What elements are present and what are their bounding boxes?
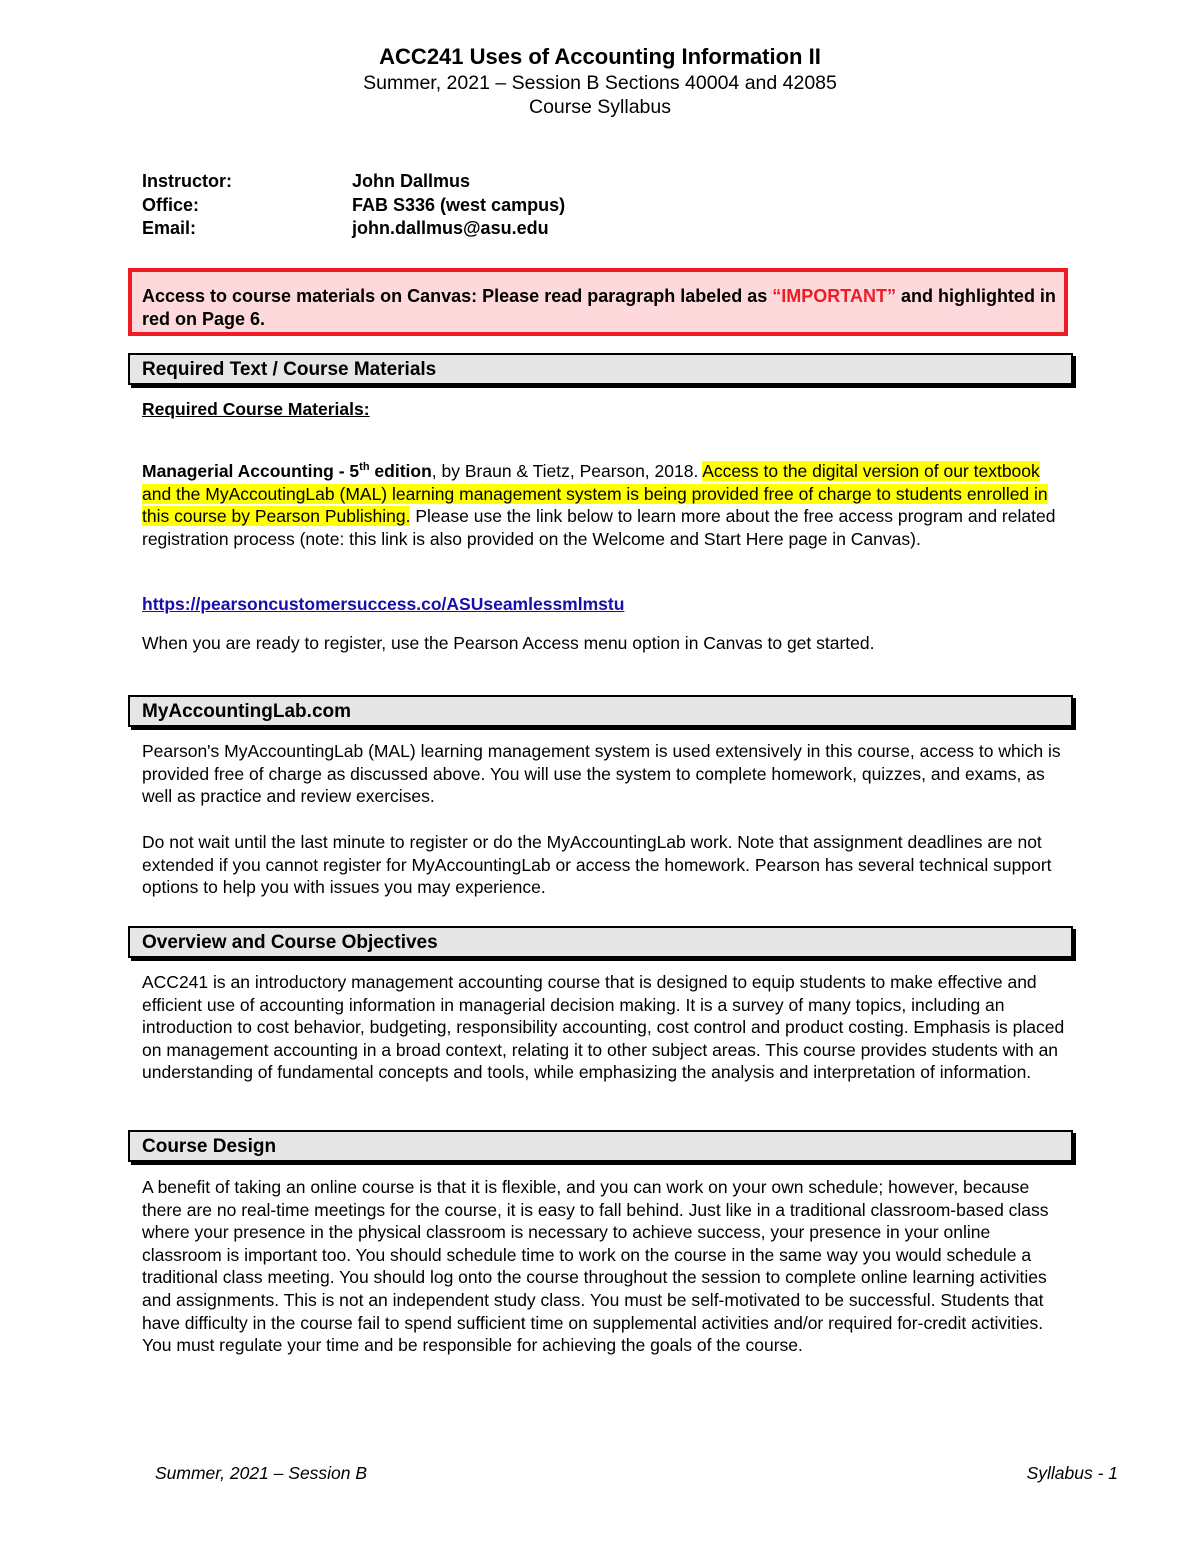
registration-info: Please use the link below to learn more about the free access program and related registration process (note: this link is also provided on the Welcome and Start Here page in Canvas). [142, 506, 1056, 549]
overview-paragraph: ACC241 is an introductory management accounting course that is designed to equip students to make effective and efficient use of accounting information in managerial decision making. It is a survey of many topics, including an introduction to cost behavior, budgeting, responsibility accounting, cost control and product costing. Emphasis is placed on management accounting in a broad context, relating it to other subject areas. This course provides students with an understanding of fundamental concepts and tools, while emphasizing the analysis and interpretation of information. [142, 972, 1065, 1083]
register-instructions: When you are ready to register, use the Pearson Access menu option in Canvas to get started. [142, 633, 875, 653]
book-edition-sup: th [359, 461, 370, 474]
canvas-access-notice [128, 268, 1068, 336]
footer-session: Summer, 2021 – Session B [155, 1463, 368, 1483]
mal-paragraph-1: Pearson's MyAccountingLab (MAL) learning management system is used extensively in this course, access to which is provided free of charge as discussed above. You will use the system to complete homework, quizzes, and exams, as well as practice and review exercises. [142, 741, 1061, 807]
section-heading-overview: Overview and Course Objectives [128, 926, 1073, 958]
email-label: Email: [142, 218, 197, 238]
course-design-paragraph: A benefit of taking an online course is that it is flexible, and you can work on your own schedule; however, because there are no real-time meetings for the course, it is easy to fall behind. Just like in a traditional classroom-based class where your presence in the physical classroom is necessary to achieve success, your presence in your online classroom is important too. You should schedule time to work on the course in the same way you would schedule a traditional class meeting. You should log onto the course throughout the session to complete online learning activities and assignments. This is not an independent study class. You must be self-motivated to be successful. Students that have difficulty in the course fail to spend sufficient time on supplemental activities and/or required for-credit activities. You must regulate your time and be responsible for achieving the goals of the course. [142, 1177, 1049, 1356]
doc-type: Course Syllabus [529, 96, 671, 118]
office-value: FAB S336 (west campus) [352, 195, 566, 215]
session-line: Summer, 2021 – Session B Sections 40004 and 42085 [363, 72, 837, 94]
course-title: ACC241 Uses of Accounting Information II [379, 44, 821, 69]
email-value: john.dallmus@asu.edu [352, 218, 549, 238]
book-details: , by Braun & Tietz, Pearson, 2018. [431, 461, 703, 481]
notice-text-after: and highlighted in red on Page 6. [142, 286, 1056, 329]
mal-paragraph-2: Do not wait until the last minute to register or do the MyAccountingLab work. Note that assignment deadlines are not extended if you cannot register for MyAccountingLab or access the homework. Pearson has several technical support options to help you with issues you may experience. [142, 832, 1052, 898]
required-materials-subheading: Required Course Materials: [142, 399, 370, 419]
instructor-label: Instructor: [142, 171, 232, 191]
footer-page-number: Syllabus - 1 [1026, 1463, 1118, 1483]
office-label: Office: [142, 195, 200, 215]
notice-important: “IMPORTANT” [772, 286, 896, 306]
textbook-paragraph [142, 460, 1072, 550]
book-title: Managerial Accounting - 5 [142, 461, 360, 481]
section-heading-course-design: Course Design [128, 1130, 1073, 1162]
section-heading-mal: MyAccountingLab.com [128, 695, 1073, 727]
book-edition: edition [369, 461, 432, 481]
instructor-value: John Dallmus [352, 171, 471, 191]
notice-text-before: Access to course materials on Canvas: Please read paragraph labeled as [142, 286, 773, 306]
pearson-registration-link[interactable]: https://pearsoncustomersuccess.co/ASUseamlessmlmstu [142, 594, 625, 614]
free-access-highlight: Access to the digital version of our textbook and the MyAccoutingLab (MAL) learning management system is being provided free of charge to students enrolled in this course by Pearson Publishing. [142, 461, 1048, 527]
section-heading-required-text: Required Text / Course Materials [128, 353, 1073, 385]
